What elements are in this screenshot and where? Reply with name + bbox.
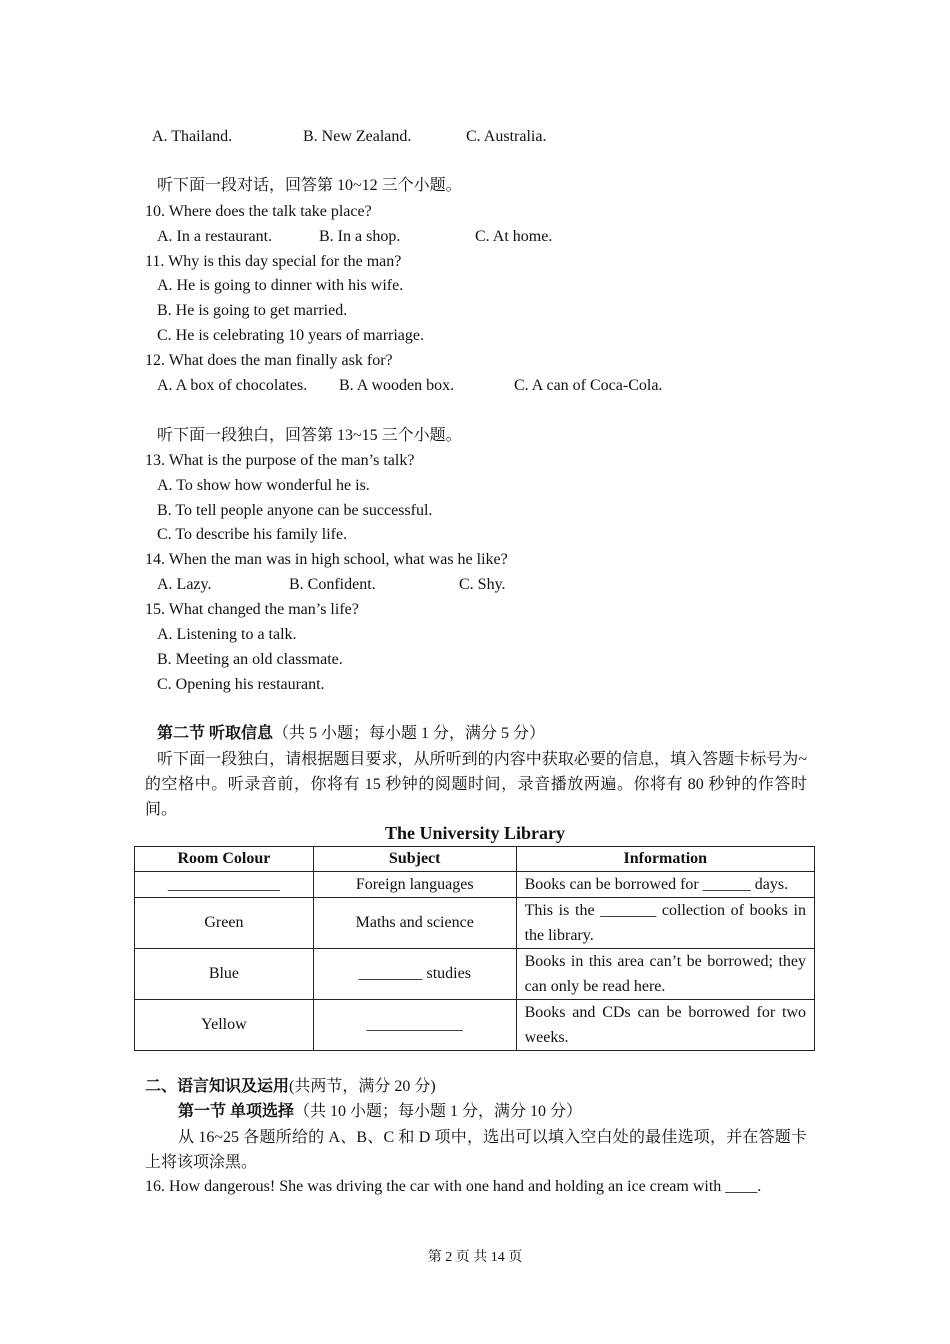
table-title: The University Library: [385, 823, 565, 843]
q12-option-a: A. A box of chocolates.: [157, 377, 308, 394]
cell-information: Books and CDs can be borrowed for two weeks.: [516, 1000, 814, 1051]
q9-option-c: C. Australia.: [466, 128, 547, 145]
section2-heading-line: [157, 724, 545, 744]
cell-room-colour: ______________: [135, 872, 314, 898]
q12-option-c: C. A can of Coca-Cola.: [514, 377, 663, 394]
q12-option-b: B. A wooden box.: [339, 377, 455, 394]
part2-heading-line: [145, 1077, 436, 1097]
q10-option-c: C. At home.: [475, 228, 553, 245]
q10-stem: 10. Where does the talk take place?: [145, 203, 372, 220]
cell-information: Books in this area can’t be borrowed; they can only be read here.: [516, 949, 814, 1000]
q12-stem: 12. What does the man finally ask for?: [145, 352, 393, 369]
table-row: [135, 949, 815, 1000]
q10-option-b: B. In a shop.: [319, 228, 401, 245]
library-table: [134, 846, 815, 1051]
section2-instructions: 听下面一段独白，请根据题目要求，从所听到的内容中获取必要的信息，填入答题卡标号为~的空格中。听录音前，你将有 15 秒钟的阅题时间，录音播放两遍。你将有 80 秒钟的作答时间。: [145, 751, 807, 818]
q11-stem: 11. Why is this day special for the man?: [145, 253, 402, 270]
cell-information: This is the _______ collection of books in the library.: [516, 898, 814, 949]
cell-subject: ____________: [313, 1000, 516, 1051]
part2-section1-heading: 第一节 单项选择: [178, 1103, 295, 1120]
q14-option-a: A. Lazy.: [157, 576, 212, 593]
cell-room-colour: Blue: [135, 949, 314, 1000]
q14-stem: 14. When the man was in high school, what was he like?: [145, 551, 508, 568]
table-row: [135, 898, 815, 949]
part2-heading-note: (共两节，满分 20 分): [289, 1078, 436, 1095]
cell-subject: ________ studies: [313, 949, 516, 1000]
q14-option-b: B. Confident.: [289, 576, 376, 593]
table-row: [135, 1000, 815, 1051]
monologue-intro: 听下面一段独白，回答第 13~15 三个小题。: [157, 427, 462, 444]
q11-option-b: B. He is going to get married.: [157, 302, 348, 319]
cell-room-colour: Green: [135, 898, 314, 949]
q14-option-c: C. Shy.: [459, 576, 506, 593]
table-header-row: [135, 847, 815, 872]
section2-heading-note: （共 5 小题；每小题 1 分，满分 5 分）: [273, 725, 546, 742]
part2-heading: 二、语言知识及运用: [145, 1078, 290, 1095]
q13-option-c: C. To describe his family life.: [157, 526, 348, 543]
dialogue-intro: 听下面一段对话，回答第 10~12 三个小题。: [157, 177, 462, 194]
table-row: [135, 872, 815, 898]
q10-option-a: A. In a restaurant.: [157, 228, 273, 245]
q15-stem: 15. What changed the man’s life?: [145, 601, 359, 618]
part2-section1-note: （共 10 小题；每小题 1 分，满分 10 分）: [294, 1103, 583, 1120]
header-room-colour: Room Colour: [135, 847, 314, 872]
q15-option-a: A. Listening to a talk.: [157, 626, 297, 643]
part2-section1-heading-line: [178, 1102, 582, 1122]
q11-option-c: C. He is celebrating 10 years of marriage.: [157, 327, 425, 344]
header-subject: Subject: [313, 847, 516, 872]
q9-option-b: B. New Zealand.: [303, 128, 412, 145]
q9-option-a: A. Thailand.: [152, 128, 233, 145]
q13-option-b: B. To tell people anyone can be successful.: [157, 502, 433, 519]
q13-stem: 13. What is the purpose of the man’s talk?: [145, 452, 415, 469]
q15-option-c: C. Opening his restaurant.: [157, 676, 325, 693]
part2-instructions: 从 16~25 各题所给的 A、B、C 和 D 项中，选出可以填入空白处的最佳选项，并在答题卡上将该项涂黑。: [145, 1129, 807, 1171]
section2-heading: 第二节 听取信息: [157, 725, 274, 742]
q16-stem: 16. How dangerous! She was driving the car with one hand and holding an ice cream with ____.: [145, 1178, 762, 1195]
cell-subject: Foreign languages: [313, 872, 516, 898]
header-information: Information: [516, 847, 814, 872]
q15-option-b: B. Meeting an old classmate.: [157, 651, 343, 668]
q13-option-a: A. To show how wonderful he is.: [157, 477, 370, 494]
cell-subject: Maths and science: [313, 898, 516, 949]
cell-information: Books can be borrowed for ______ days.: [516, 872, 814, 898]
page-footer: 第 2 页 共 14 页: [427, 1250, 523, 1265]
q11-option-a: A. He is going to dinner with his wife.: [157, 277, 404, 294]
cell-room-colour: Yellow: [135, 1000, 314, 1051]
